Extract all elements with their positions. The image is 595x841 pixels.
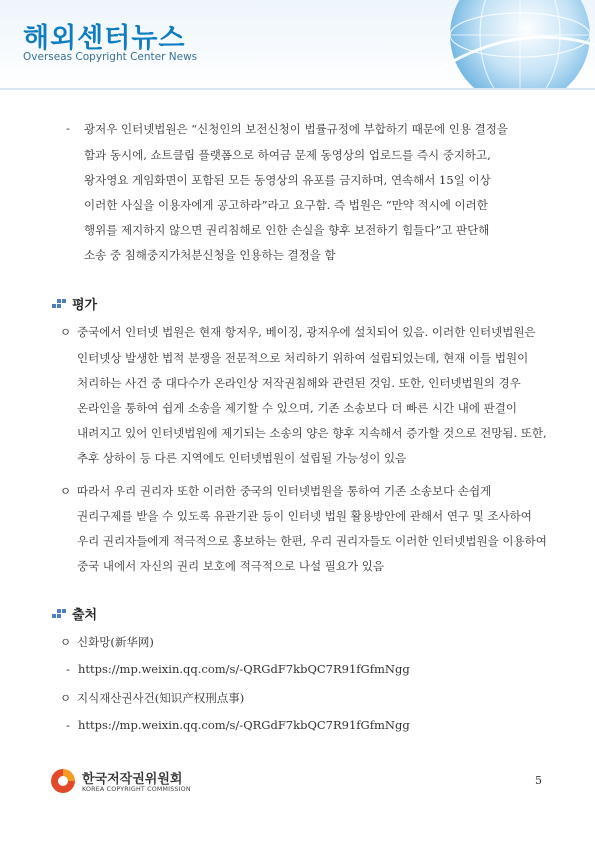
paragraph-line: 권리구제를 받을 수 있도록 유관기관 등이 인터넷 법원 활용방안에 관해서 연구 및 조사하여 <box>77 509 532 523</box>
paragraph-line: 왕자영요 게임화면이 포함된 모든 동영상의 유포를 금지하며, 연속해서 15일 이상 <box>84 173 491 187</box>
page-header <box>0 0 595 90</box>
newsletter-subtitle: Overseas Copyright Center News <box>23 51 198 63</box>
section-squares-icon <box>52 609 66 619</box>
page-number: 5 <box>535 774 542 787</box>
list-bullet-circle: ㅇ <box>60 325 72 339</box>
list-bullet-circle: ㅇ <box>60 691 72 705</box>
paragraph-line: 따라서 우리 권리자 또한 이러한 중국의 인터넷법원을 통하여 기존 소송보다 손쉽게 <box>77 484 492 498</box>
paragraph-line: 우리 권리자들에게 적극적으로 홍보하는 한편, 우리 권리자들도 이러한 인터넷법원을 이용하여 <box>77 534 547 548</box>
source-name: 지식재산권사건(知识产权刑点事) <box>77 691 245 705</box>
paragraph-line: 내려지고 있어 인터넷법원에 제기되는 소송의 양은 향후 지속해서 증가할 것으로 전망됨. 또한, <box>77 426 547 440</box>
paragraph-line: 행위를 제지하지 않으면 권리침해로 인한 손실을 향후 보전하기 힘들다”고 판단해 <box>84 223 490 237</box>
paragraph-line: 광저우 인터넷법원은 “신청인의 보전신청이 법률규정에 부합하기 때문에 인용 결정을 <box>84 122 508 136</box>
source-name: 신화망(新华网) <box>77 635 154 649</box>
copyright-commission-logo-icon <box>50 768 76 794</box>
list-bullet-dash: - <box>66 662 70 676</box>
paragraph-line: 인터넷상 발생한 법적 분쟁을 전문적으로 처리하기 위하여 설립되었는데, 현재 이들 법원이 <box>77 351 529 365</box>
paragraph-line: 추후 상하이 등 다른 지역에도 인터넷법원이 설립될 가능성이 있음 <box>77 451 407 465</box>
paragraph-line: 중국 내에서 자신의 권리 보호에 적극적으로 나설 필요가 있음 <box>77 559 384 573</box>
list-bullet-circle: ㅇ <box>60 484 72 498</box>
organization-name: 한국저작권위원회 <box>82 772 183 787</box>
section-sources-heading <box>52 604 97 623</box>
newsletter-title: 해외센터뉴스 <box>23 23 186 54</box>
list-bullet-dash: - <box>66 121 70 135</box>
header-divider <box>0 88 595 90</box>
list-bullet-circle: ㅇ <box>60 635 72 649</box>
source-link[interactable]: https://mp.weixin.qq.com/s/-QRGdF7kbQC7R91fGfmNgg <box>78 718 410 732</box>
paragraph-line: 이러한 사실을 이용자에게 공고하라”라고 요구함. 즉 법원은 “만약 적시에 이러한 <box>84 198 488 212</box>
section-title: 평가 <box>72 298 98 313</box>
paragraph-line: 처리하는 사건 중 대다수가 온라인상 저작권침해와 관련된 것임. 또한, 인터넷법원의 경우 <box>77 376 521 390</box>
paragraph-line: 함과 동시에, 쇼트클립 플랫폼으로 하여금 문제 동영상의 업로드를 즉시 중지하고, <box>84 148 491 162</box>
organization-name-english: KOREA COPYRIGHT COMMISSION <box>82 786 191 793</box>
paragraph-line: 온라인을 통하여 쉽게 소송을 제기할 수 있으며, 기존 소송보다 더 빠른 시간 내에 판결이 <box>77 401 517 415</box>
paragraph-line: 소송 중 침해중지가처분신청을 인용하는 결정을 함 <box>84 248 336 262</box>
section-squares-icon <box>52 299 66 309</box>
paragraph-line: 중국에서 인터넷 법원은 현재 항저우, 베이징, 광저우에 설치되어 있음. 이러한 인터넷법원은 <box>77 325 536 339</box>
section-title: 출처 <box>72 608 98 623</box>
list-bullet-dash: - <box>66 718 70 732</box>
source-link[interactable]: https://mp.weixin.qq.com/s/-QRGdF7kbQC7R91fGfmNgg <box>78 662 410 676</box>
section-evaluation-heading <box>52 294 97 313</box>
globe-graphic <box>410 0 595 90</box>
